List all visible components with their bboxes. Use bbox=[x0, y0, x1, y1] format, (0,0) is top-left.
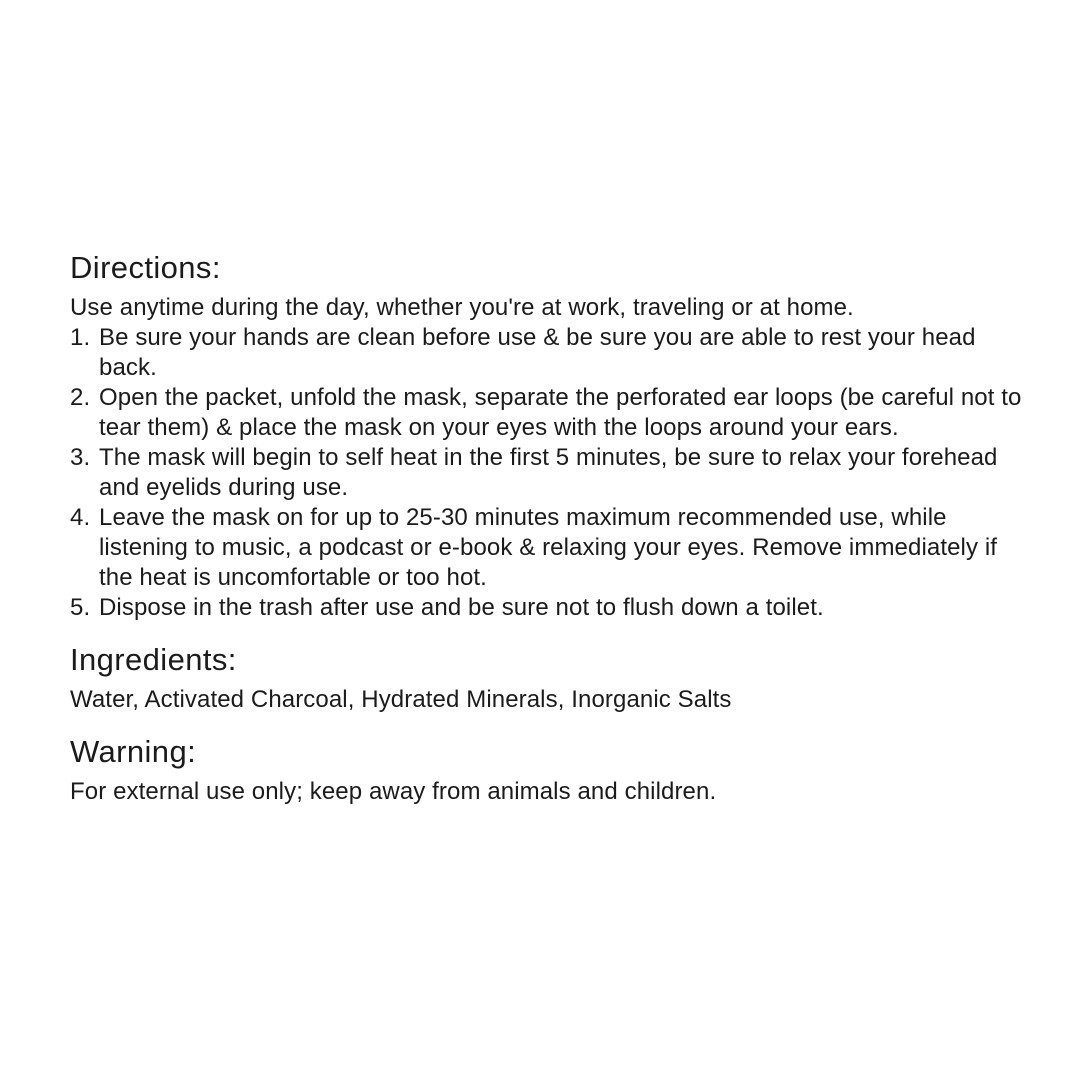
direction-step-2: Open the packet, unfold the mask, separate the perforated ear loops (be careful not to tear them) & place the mask on your eyes with the loops around your ears. bbox=[99, 384, 1022, 441]
product-label-text bbox=[70, 250, 1022, 807]
directions-section bbox=[70, 250, 1022, 623]
ingredients-heading: Ingredients: bbox=[70, 642, 237, 677]
warning-text: For external use only; keep away from animals and children. bbox=[70, 778, 717, 805]
direction-step-1: Be sure your hands are clean before use & be sure you are able to rest your head back. bbox=[99, 324, 976, 381]
warning-section bbox=[70, 734, 1022, 807]
direction-step-3: The mask will begin to self heat in the first 5 minutes, be sure to relax your forehead and eyelids during use. bbox=[99, 444, 998, 501]
directions-heading: Directions: bbox=[70, 250, 221, 285]
directions-steps-list bbox=[70, 323, 1022, 623]
ingredients-section bbox=[70, 642, 1022, 715]
direction-step-5: Dispose in the trash after use and be sure not to flush down a toilet. bbox=[99, 594, 824, 621]
warning-heading: Warning: bbox=[70, 734, 197, 769]
directions-intro: Use anytime during the day, whether you're at work, traveling or at home. bbox=[70, 294, 854, 321]
ingredients-text: Water, Activated Charcoal, Hydrated Minerals, Inorganic Salts bbox=[70, 686, 732, 713]
direction-step-4: Leave the mask on for up to 25-30 minutes maximum recommended use, while listening to music, a podcast or e-book & relaxing your eyes. Remove immediately if the heat is uncomfortable or too hot. bbox=[99, 504, 998, 591]
